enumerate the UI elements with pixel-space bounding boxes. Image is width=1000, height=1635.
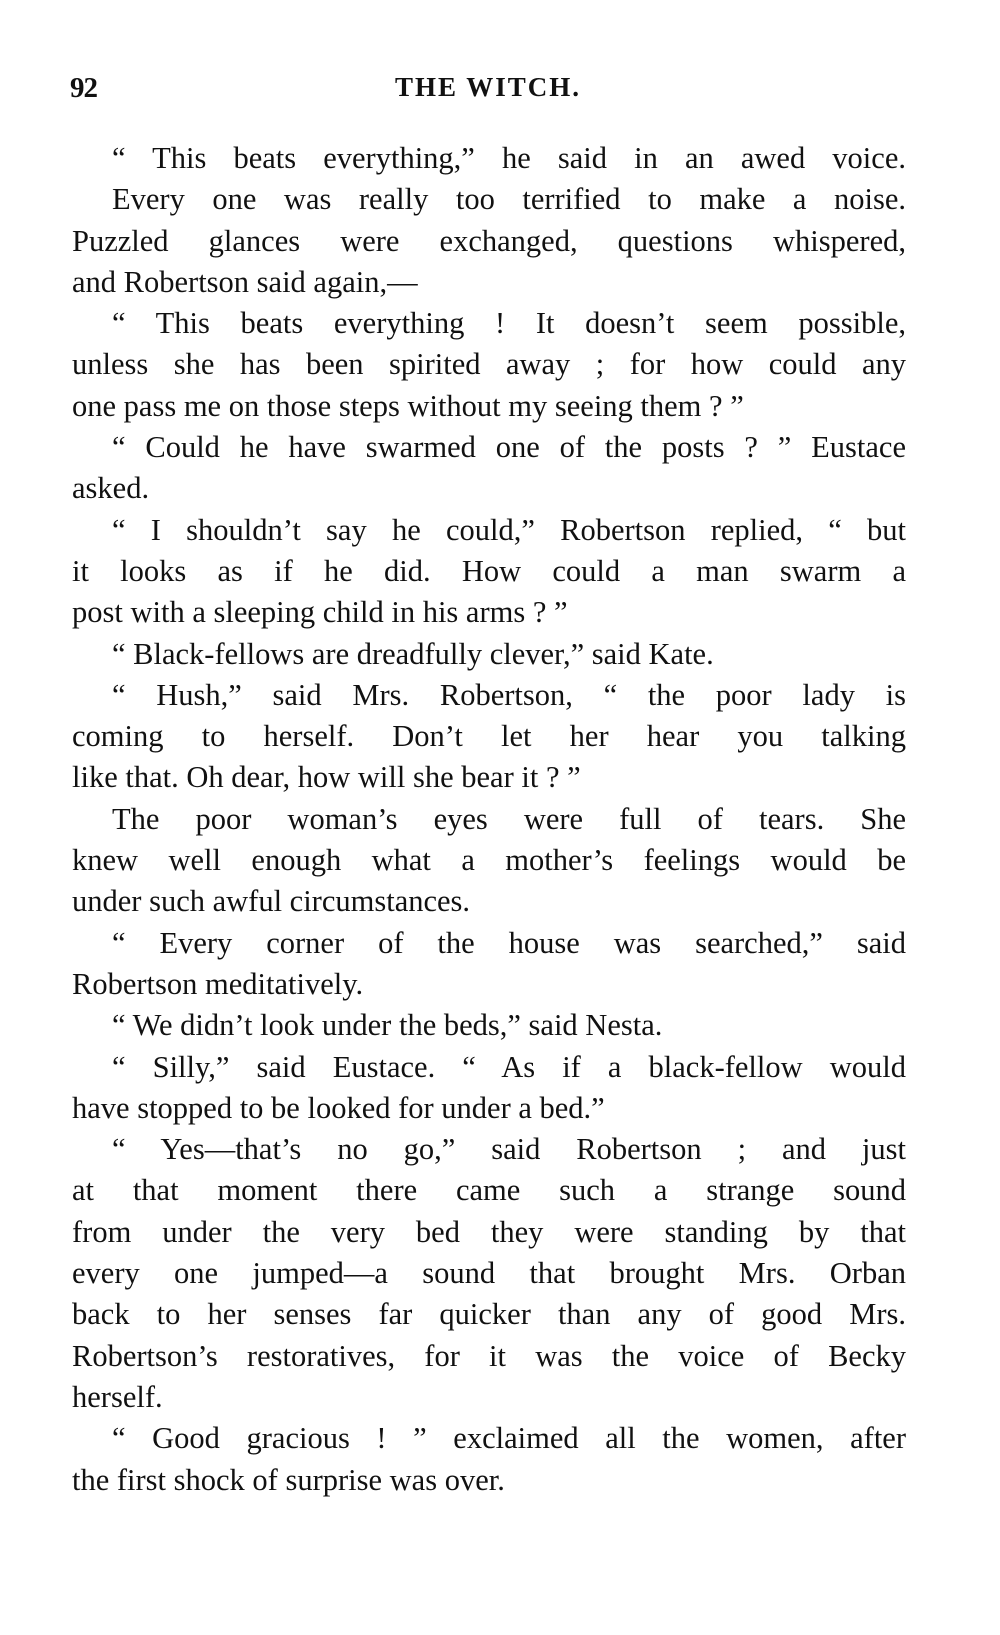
text-line: Robertson’s restoratives, for it was the voice of Becky	[72, 1338, 906, 1373]
text-line: Robertson meditatively.	[72, 966, 364, 1001]
text-line: unless she has been spirited away ; for how could any	[72, 347, 906, 382]
running-head	[70, 72, 906, 108]
text-line: have stopped to be looked for under a bed.”	[72, 1090, 605, 1125]
text-line: The poor woman’s eyes were full of tears. She	[112, 801, 906, 836]
text-line: “ This beats everything,” he said in an awed voice.	[112, 141, 906, 175]
text-line: post with a sleeping child in his arms ? ”	[72, 595, 568, 630]
text-line: “ Hush,” said Mrs. Robertson, “ the poor lady is	[112, 677, 906, 712]
text-line: knew well enough what a mother’s feelings would be	[72, 843, 906, 878]
text-line: and Robertson said again,—	[72, 264, 418, 299]
text-line: every one jumped—a sound that brought Mrs. Orban	[72, 1256, 906, 1291]
text-line: “ Good gracious ! ” exclaimed all the women, after	[112, 1421, 906, 1456]
text-line: “ Could he have swarmed one of the posts ? ” Eustace	[112, 430, 906, 465]
text-line: “ Black-fellows are dreadfully clever,” said Kate.	[112, 636, 714, 671]
text-line: “ We didn’t look under the beds,” said Nesta.	[112, 1008, 663, 1043]
body-text	[72, 138, 906, 1501]
text-line: asked.	[72, 471, 150, 506]
text-line: the first shock of surprise was over.	[72, 1462, 505, 1497]
text-line: at that moment there came such a strange sound	[72, 1173, 906, 1208]
running-title: THE WITCH.	[394, 72, 582, 102]
text-line: “ Every corner of the house was searched,” said	[112, 925, 906, 960]
text-line: Puzzled glances were exchanged, questions whispered,	[72, 223, 906, 258]
text-line: it looks as if he did. How could a man swarm a	[72, 553, 906, 588]
page-number: 92	[70, 72, 97, 104]
text-line: “ I shouldn’t say he could,” Robertson replied, “ but	[112, 512, 906, 547]
text-line: “ Silly,” said Eustace. “ As if a black-fellow would	[112, 1049, 906, 1084]
text-line: “ Yes—that’s no go,” said Robertson ; and just	[112, 1132, 906, 1167]
text-line: like that. Oh dear, how will she bear it ? ”	[72, 760, 581, 795]
text-line: under such awful circumstances.	[72, 884, 471, 919]
text-line: from under the very bed they were standing by that	[72, 1214, 906, 1249]
text-line: one pass me on those steps without my seeing them ? ”	[72, 388, 744, 423]
text-line: herself.	[72, 1379, 163, 1414]
text-line: “ This beats everything ! It doesn’t seem possible,	[112, 306, 906, 341]
text-line: Every one was really too terrified to make a noise.	[112, 182, 906, 217]
text-line: back to her senses far quicker than any of good Mrs.	[72, 1297, 906, 1332]
text-line: coming to herself. Don’t let her hear you talking	[72, 719, 906, 754]
